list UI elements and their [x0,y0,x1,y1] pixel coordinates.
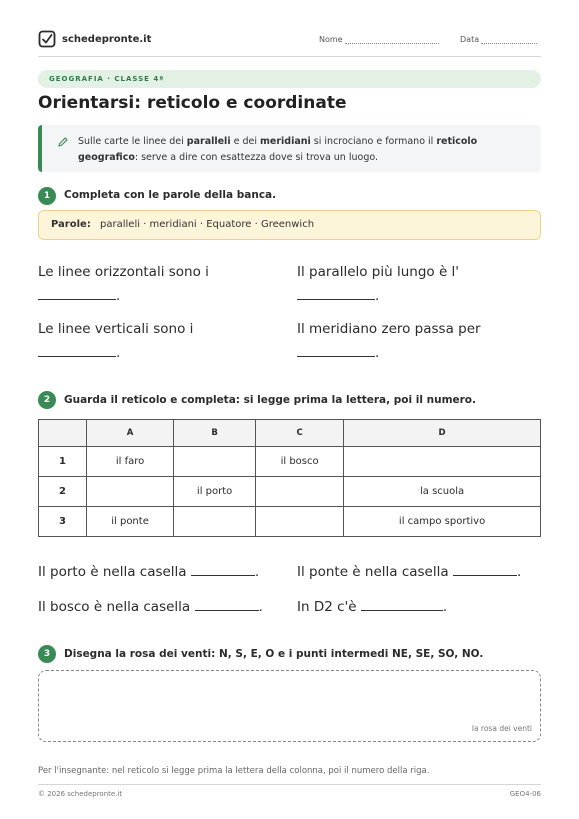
drawing-box-hint: la rosa dei venti [471,724,532,733]
word-bank-words: paralleli · meridiani · Equatore · Greenwich [100,219,315,230]
footer-divider [38,784,541,785]
footer-code: GEO4-06 [509,790,541,798]
grid-cell: il campo sportivo [344,507,541,537]
fill-item-2: Il parallelo più lungo è l' . [297,264,460,304]
exercise-3-title: Disegna la rosa dei venti: N, S, E, O e i punti intermedi NE, SE, SO, NO. [64,648,484,660]
grid-col-a: A [87,420,174,447]
header-divider [38,56,541,57]
grid-cell: il bosco [256,447,344,477]
name-field[interactable] [319,35,439,44]
exercise-3-number: 3 [38,645,56,663]
exercise-1-number: 1 [38,187,56,205]
teacher-note: Per l'insegnante: nel reticolo si legge prima la lettera della colonna, poi il numero della riga. [38,766,430,776]
grid-col-c: C [256,420,344,447]
intro-box [38,125,541,172]
page-header [38,30,541,54]
grid-row [39,507,541,537]
intro-text: Sulle carte le linee dei paralleli e dei meridiani si incrociano e formano il reticolo geografico: serve a dire con esattezza dove si trova un luogo. [78,136,478,163]
date-field[interactable] [460,35,537,44]
grid-cell [174,507,256,537]
brand-logo [38,30,151,48]
page-title: Orientarsi: reticolo e coordinate [38,93,347,113]
grid-cell: la scuola [344,477,541,507]
grid-row [39,447,541,477]
grid-cell [344,447,541,477]
grid-row-label: 1 [39,447,87,477]
fill-item-4: Il meridiano zero passa per . [297,321,481,361]
grid-row-label: 2 [39,477,87,507]
answer-blank-2[interactable] [297,286,375,300]
grid-cell: il porto [174,477,256,507]
exercise-1-title: Completa con le parole della banca. [64,189,277,201]
pencil-icon [57,136,69,148]
grid-question-4: In D2 c'è . [297,599,448,615]
grid-cell [256,507,344,537]
grid-question-3: Il bosco è nella casella . [38,599,263,615]
answer-blank-1[interactable] [38,286,116,300]
word-bank-label: Parole: [51,219,91,230]
coordinate-grid [38,419,541,537]
grid-col-d: D [344,420,541,447]
answer-blank-3[interactable] [38,343,116,357]
name-label: Nome [319,35,343,44]
grid-corner [39,420,87,447]
date-line[interactable] [481,36,537,44]
grid-answer-1[interactable] [191,562,255,576]
grid-header-row [39,420,541,447]
grid-cell: il ponte [87,507,174,537]
footer-copyright: © 2026 schedepronte.it [38,790,123,798]
word-bank [38,210,541,240]
grid-cell: il faro [87,447,174,477]
answer-blank-4[interactable] [297,343,375,357]
grid-answer-3[interactable] [195,597,259,611]
grid-answer-4[interactable] [361,597,443,611]
brand-name: schedepronte.it [62,33,152,45]
grid-row [39,477,541,507]
grid-col-b: B [174,420,256,447]
drawing-box[interactable] [38,670,541,742]
name-line[interactable] [345,36,439,44]
date-label: Data [460,35,480,44]
grid-cell [174,447,256,477]
fill-item-1: Le linee orizzontali sono i . [38,264,209,304]
grid-question-2: Il ponte è nella casella . [297,564,522,580]
checkbox-logo-icon [38,30,56,48]
grid-row-label: 3 [39,507,87,537]
exercise-2-number: 2 [38,391,56,409]
exercise-2-title: Guarda il reticolo e completa: si legge prima la lettera, poi il numero. [64,394,477,406]
grid-question-1: Il porto è nella casella . [38,564,260,580]
fill-item-3: Le linee verticali sono i . [38,321,194,361]
grid-cell [87,477,174,507]
subject-tag: GEOGRAFIA · CLASSE 4ª [38,70,541,88]
grid-cell [256,477,344,507]
grid-answer-2[interactable] [453,562,517,576]
